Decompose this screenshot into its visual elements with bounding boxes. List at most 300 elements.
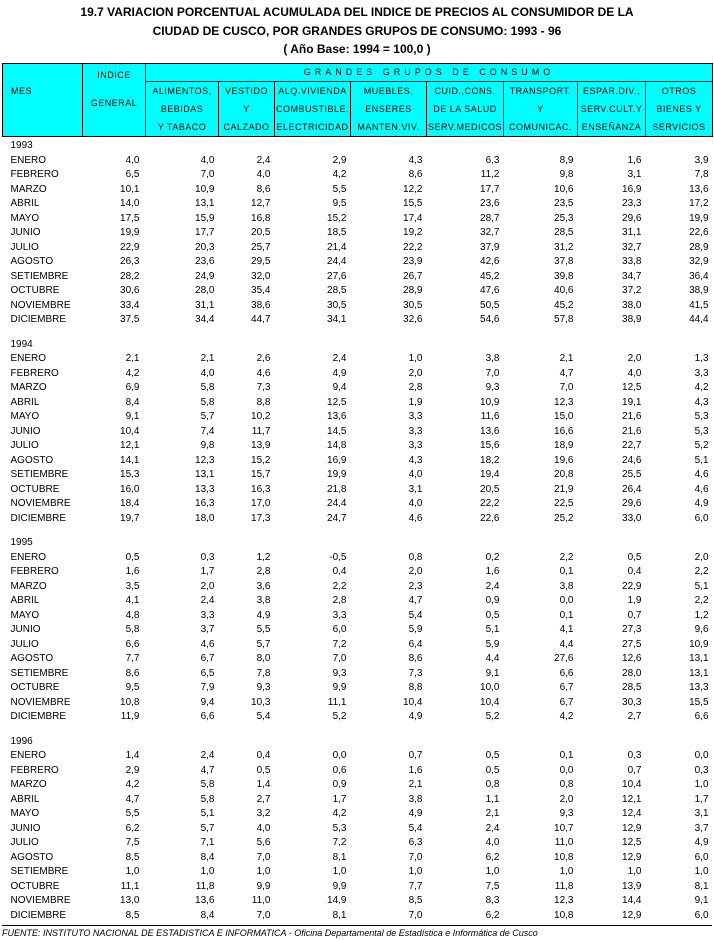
header-group-line: Y (537, 104, 544, 114)
value-cell: 4,9 (408, 808, 423, 819)
value-cell: 3,3 (408, 440, 423, 451)
month-cell: OCTUBRE (10, 483, 60, 495)
value-cell: 0,5 (627, 551, 642, 563)
table-row (3, 652, 713, 667)
table-row (3, 512, 713, 527)
value-cell: 4,6 (408, 512, 423, 524)
table-row (3, 183, 713, 198)
value-cell: 25,3 (554, 212, 574, 224)
value-cell: 23,6 (480, 198, 500, 209)
header-group-line: OTROS (661, 86, 697, 96)
value-cell: 19,2 (403, 227, 423, 238)
value-cell: 4,4 (485, 653, 500, 664)
value-cell: 45,2 (480, 270, 500, 282)
header-group-line: CALZADO (223, 122, 270, 132)
header-grandes-grupos: GRANDES GRUPOS DE CONSUMO (146, 64, 713, 82)
value-cell: 5,1 (694, 454, 709, 466)
value-cell: 4,2 (559, 711, 574, 722)
value-cell: 4,1 (559, 624, 574, 635)
year-label: 1996 (10, 735, 33, 747)
value-cell: 4,7 (200, 764, 215, 776)
value-cell: 7,0 (485, 367, 500, 379)
value-cell: 23,3 (622, 198, 642, 209)
value-cell: 2,0 (559, 793, 574, 805)
value-cell: 25,7 (251, 241, 271, 253)
month-cell: ABRIL (10, 793, 40, 805)
value-cell: 27,6 (554, 653, 574, 664)
month-cell: MARZO (10, 382, 47, 393)
value-cell: 8,5 (408, 895, 423, 906)
header-group-line: MUEBLES, (363, 86, 414, 96)
value-cell: 9,9 (332, 682, 347, 693)
value-cell: 8,3 (485, 895, 500, 906)
value-cell: 6,0 (694, 512, 709, 524)
value-cell: 9,5 (125, 682, 140, 693)
value-cell: 11,9 (120, 711, 140, 722)
value-cell: 10,9 (480, 396, 500, 408)
value-cell: 16,8 (251, 212, 271, 224)
month-cell: ENERO (10, 154, 47, 166)
value-cell: 3,7 (200, 624, 215, 635)
value-cell: 24,6 (622, 454, 642, 466)
table-row (3, 851, 713, 866)
value-cell: 22,5 (554, 498, 574, 509)
value-cell: 2,2 (694, 595, 709, 606)
value-cell: 38,9 (622, 314, 642, 325)
value-cell: 4,6 (256, 367, 271, 379)
value-cell: 5,3 (332, 822, 347, 834)
value-cell: 9,3 (256, 682, 271, 693)
value-cell: 5,2 (694, 440, 709, 451)
value-cell: 3,8 (559, 580, 574, 592)
value-cell: 1,0 (256, 866, 271, 877)
value-cell: 39,8 (554, 270, 574, 282)
year-label: 1993 (10, 140, 33, 151)
table-row (3, 822, 713, 837)
header-group-line: ENSEÑANZA (581, 122, 642, 132)
table-row (3, 865, 713, 880)
value-cell: 6,6 (200, 711, 215, 722)
table-row (3, 396, 713, 411)
value-cell: 8,6 (256, 183, 271, 195)
value-cell: 3,8 (485, 353, 500, 364)
value-cell: 6,5 (125, 169, 140, 180)
table-title-line1: 19.7 VARIACION PORCENTUAL ACUMULADA DEL INDICE DE PRECIOS AL CONSUMIDOR DE LA (80, 5, 634, 19)
value-cell: 5,3 (694, 411, 709, 422)
value-cell: 1,0 (559, 866, 574, 877)
value-cell: 2,4 (485, 822, 500, 834)
value-cell: 12,4 (622, 808, 642, 819)
value-cell: 5,5 (332, 183, 347, 195)
month-cell: JULIO (10, 638, 39, 650)
header-indice-general (83, 64, 146, 137)
value-cell: 6,7 (559, 696, 574, 708)
table-row (3, 439, 713, 454)
value-cell: 4,8 (125, 609, 140, 621)
value-cell: 11,1 (327, 696, 347, 708)
value-cell: 14,0 (120, 198, 140, 209)
value-cell: 3,8 (256, 595, 271, 606)
value-cell: 2,6 (256, 353, 271, 364)
month-cell: AGOSTO (10, 256, 54, 267)
value-cell: 22,2 (480, 498, 500, 509)
value-cell: 9,6 (694, 624, 709, 635)
value-cell: 6,7 (559, 682, 574, 693)
value-cell: 1,0 (485, 866, 500, 877)
value-cell: 18,9 (554, 440, 574, 451)
month-cell: AGOSTO (10, 454, 54, 466)
value-cell: 19,9 (689, 212, 709, 224)
value-cell: 5,4 (408, 609, 423, 621)
value-cell: 7,0 (256, 909, 271, 921)
value-cell: 10,4 (622, 779, 642, 790)
value-cell: 13,3 (195, 483, 215, 495)
value-cell: 11,0 (554, 837, 574, 848)
value-cell: 19,7 (120, 512, 140, 524)
value-cell: 6,9 (125, 382, 140, 393)
value-cell: 5,5 (125, 808, 140, 819)
year-row (3, 137, 713, 154)
month-cell: ABRIL (10, 198, 40, 209)
value-cell: 1,2 (694, 609, 709, 621)
value-cell: 4,0 (125, 154, 140, 166)
value-cell: 4,3 (694, 396, 709, 408)
value-cell: 15,3 (120, 469, 140, 480)
value-cell: 7,2 (332, 837, 347, 848)
value-cell: 1,0 (694, 866, 709, 877)
value-cell: 12,2 (403, 183, 423, 195)
value-cell: 9,1 (125, 411, 140, 422)
value-cell: 33,4 (120, 299, 140, 311)
value-cell: 6,5 (200, 667, 215, 679)
value-cell: 24,4 (327, 498, 347, 509)
header-group-line: BIENES Y (656, 104, 702, 114)
value-cell: 3,9 (694, 154, 709, 166)
month-cell: AGOSTO (10, 653, 54, 664)
value-cell: 13,1 (195, 198, 215, 209)
table-row (3, 667, 713, 682)
month-cell: ENERO (10, 750, 47, 761)
month-cell: OCTUBRE (10, 285, 60, 296)
value-cell: 2,4 (200, 750, 215, 761)
value-cell: 24,4 (327, 256, 347, 267)
month-cell: JULIO (10, 837, 39, 848)
value-cell: 6,0 (694, 909, 709, 921)
value-cell: 0,4 (627, 566, 642, 577)
value-cell: 10,7 (554, 822, 574, 834)
value-cell: 0,5 (485, 609, 500, 621)
value-cell: 3,3 (694, 367, 709, 379)
header-group-5 (504, 82, 578, 137)
value-cell: 24,9 (195, 270, 215, 282)
value-cell: 13,6 (480, 425, 500, 437)
value-cell: 3,1 (408, 483, 423, 495)
year-label: 1995 (10, 537, 33, 548)
month-cell: OCTUBRE (10, 682, 60, 693)
month-cell: JUNIO (10, 425, 41, 437)
value-cell: 6,2 (485, 851, 500, 863)
value-cell: 4,0 (256, 822, 271, 834)
value-cell: 29,5 (251, 256, 271, 267)
value-cell: 7,4 (200, 425, 215, 437)
value-cell: 23,5 (554, 198, 574, 209)
table-row (3, 551, 713, 566)
value-cell: 27,6 (327, 270, 347, 282)
cpi-table (2, 63, 713, 923)
value-cell: 38,0 (622, 299, 642, 311)
value-cell: 20,5 (251, 227, 271, 238)
table-row (3, 270, 713, 285)
value-cell: 4,9 (332, 367, 347, 379)
value-cell: 1,7 (332, 793, 347, 805)
year-row (3, 336, 713, 353)
table-row (3, 594, 713, 609)
value-cell: 4,7 (408, 595, 423, 606)
value-cell: 10,8 (554, 851, 574, 863)
value-cell: 5,8 (200, 793, 215, 805)
value-cell: 6,6 (125, 638, 140, 650)
table-row (3, 313, 713, 328)
value-cell: 7,0 (408, 909, 423, 921)
month-cell: JULIO (10, 440, 39, 451)
value-cell: 42,6 (480, 256, 500, 267)
value-cell: 11,8 (195, 880, 215, 892)
value-cell: 28,0 (622, 667, 642, 679)
value-cell: 4,6 (694, 483, 709, 495)
value-cell: 10,9 (689, 638, 709, 650)
value-cell: 13,9 (251, 440, 271, 451)
value-cell: 9,3 (332, 667, 347, 679)
value-cell: 2,9 (332, 154, 347, 166)
value-cell: 10,8 (120, 696, 140, 708)
value-cell: 17,7 (195, 227, 215, 238)
value-cell: 8,1 (694, 880, 709, 892)
year-gap (3, 328, 713, 336)
value-cell: 6,6 (559, 667, 574, 679)
table-row (3, 681, 713, 696)
value-cell: 2,1 (200, 353, 215, 364)
value-cell: 8,8 (408, 682, 423, 693)
value-cell: 4,9 (256, 609, 271, 621)
value-cell: 5,2 (485, 711, 500, 722)
month-cell: MAYO (10, 411, 40, 422)
value-cell: 4,6 (200, 638, 215, 650)
value-cell: 0,8 (559, 779, 574, 790)
value-cell: 7,0 (332, 653, 347, 664)
table-row (3, 807, 713, 822)
value-cell: 27,5 (622, 638, 642, 650)
value-cell: 3,3 (408, 411, 423, 422)
value-cell: 21,6 (622, 425, 642, 437)
header-group-line: COMBUSTIBLE, (275, 104, 349, 114)
month-cell: ABRIL (10, 595, 40, 606)
value-cell: 8,8 (256, 396, 271, 408)
value-cell: 28,9 (689, 241, 709, 253)
value-cell: 3,3 (408, 425, 423, 437)
value-cell: 16,0 (120, 483, 140, 495)
value-cell: 7,0 (408, 851, 423, 863)
value-cell: 9,5 (332, 198, 347, 209)
value-cell: 17,0 (251, 498, 271, 509)
value-cell: 23,6 (195, 256, 215, 267)
header-group-6 (578, 82, 646, 137)
value-cell: 11,2 (480, 169, 500, 180)
value-cell: 8,0 (256, 653, 271, 664)
value-cell: 0,3 (627, 750, 642, 761)
value-cell: 0,0 (559, 764, 574, 776)
value-cell: 10,2 (251, 411, 271, 422)
value-cell: 44,7 (251, 314, 271, 325)
table-row (3, 381, 713, 396)
value-cell: 20,3 (195, 241, 215, 253)
value-cell: 32,9 (689, 256, 709, 267)
month-cell: SETIEMBRE (10, 866, 69, 877)
value-cell: 5,2 (332, 711, 347, 722)
value-cell: 3,2 (256, 808, 271, 819)
value-cell: 0,0 (332, 750, 347, 761)
value-cell: 2,8 (332, 595, 347, 606)
value-cell: 3,7 (694, 822, 709, 834)
value-cell: 2,0 (408, 566, 423, 577)
header-group-4 (427, 82, 504, 137)
value-cell: 21,8 (327, 483, 347, 495)
table-row (3, 764, 713, 779)
value-cell: 0,0 (694, 750, 709, 761)
month-cell: JUNIO (10, 227, 41, 238)
value-cell: 4,0 (200, 367, 215, 379)
header-group-line: BEBIDAS (160, 104, 204, 114)
value-cell: 1,0 (408, 866, 423, 877)
value-cell: 0,7 (627, 764, 642, 776)
value-cell: 0,8 (408, 551, 423, 563)
value-cell: 8,6 (408, 169, 423, 180)
value-cell: 5,7 (200, 411, 215, 422)
value-cell: 45,2 (554, 299, 574, 311)
value-cell: 32,0 (251, 270, 271, 282)
value-cell: 5,8 (125, 624, 140, 635)
table-header (3, 64, 713, 137)
value-cell: 7,1 (200, 837, 215, 848)
header-group-line: Y TABACO (157, 122, 207, 132)
value-cell: 25,2 (554, 512, 574, 524)
value-cell: 0,9 (332, 779, 347, 790)
value-cell: 7,0 (559, 382, 574, 393)
value-cell: 2,4 (200, 595, 215, 606)
table-subtitle: ( Año Base: 1994 = 100,0 ) (283, 42, 431, 56)
value-cell: 17,5 (120, 212, 140, 224)
value-cell: 30,5 (403, 299, 423, 311)
value-cell: 5,9 (485, 638, 500, 650)
table-row (3, 778, 713, 793)
value-cell: 6,7 (200, 653, 215, 664)
month-cell: MAYO (10, 609, 40, 621)
value-cell: 33,0 (622, 512, 642, 524)
value-cell: 12,5 (622, 837, 642, 848)
value-cell: 37,2 (622, 285, 642, 296)
month-cell: JULIO (10, 241, 39, 253)
value-cell: 0,2 (485, 551, 500, 563)
month-cell: DICIEMBRE (10, 909, 67, 921)
value-cell: 41,5 (689, 299, 709, 311)
value-cell: 2,8 (408, 382, 423, 393)
value-cell: 8,4 (200, 851, 215, 863)
value-cell: 21,4 (327, 241, 347, 253)
value-cell: 0,4 (332, 566, 347, 577)
value-cell: 2,0 (200, 580, 215, 592)
value-cell: 31,1 (622, 227, 642, 238)
value-cell: 12,1 (120, 440, 140, 451)
month-cell: ENERO (10, 353, 47, 364)
value-cell: 10,4 (480, 696, 500, 708)
table-row (3, 483, 713, 498)
month-cell: DICIEMBRE (10, 711, 67, 722)
value-cell: 1,0 (332, 866, 347, 877)
month-cell: NOVIEMBRE (10, 299, 71, 311)
value-cell: 37,8 (554, 256, 574, 267)
header-group-line: ELECTRICIDAD (276, 122, 349, 132)
value-cell: 16,6 (554, 425, 574, 437)
value-cell: 9,1 (485, 667, 500, 679)
value-cell: 12,6 (622, 653, 642, 664)
value-cell: 17,3 (251, 512, 271, 524)
header-group-line: ALQ.VIVIENDA (278, 86, 347, 96)
value-cell: 5,8 (200, 779, 215, 790)
value-cell: 3,3 (332, 609, 347, 621)
value-cell: 0,6 (332, 764, 347, 776)
value-cell: 8,6 (408, 653, 423, 664)
value-cell: 6,6 (694, 711, 709, 722)
header-group-line: SERV.MEDICOS (427, 122, 503, 132)
header-group-0 (146, 82, 219, 137)
value-cell: 21,9 (554, 483, 574, 495)
value-cell: 47,6 (480, 285, 500, 296)
value-cell: 4,9 (694, 837, 709, 848)
value-cell: 15,7 (251, 469, 271, 480)
table-row (3, 410, 713, 425)
value-cell: 35,4 (251, 285, 271, 296)
value-cell: 9,9 (332, 880, 347, 892)
value-cell: 15,5 (689, 696, 709, 708)
value-cell: 19,9 (327, 469, 347, 480)
value-cell: 16,3 (251, 483, 271, 495)
table-row (3, 168, 713, 183)
value-cell: 28,2 (120, 270, 140, 282)
value-cell: 9,1 (694, 895, 709, 906)
value-cell: 3,1 (627, 169, 642, 180)
value-cell: 4,0 (408, 498, 423, 509)
table-row (3, 241, 713, 256)
value-cell: 23,9 (403, 256, 423, 267)
year-row (3, 534, 713, 551)
value-cell: 29,6 (622, 498, 642, 509)
value-cell: 9,9 (256, 880, 271, 892)
value-cell: 4,9 (408, 711, 423, 722)
value-cell: 1,9 (627, 595, 642, 606)
header-group-line: CUID.,CONS. (434, 86, 496, 96)
table-row (3, 580, 713, 595)
value-cell: 30,3 (622, 696, 642, 708)
value-cell: 12,9 (622, 822, 642, 834)
table-row (3, 367, 713, 382)
value-cell: 3,6 (256, 580, 271, 592)
value-cell: 4,0 (200, 154, 215, 166)
value-cell: 1,0 (200, 866, 215, 877)
year-gap (3, 725, 713, 733)
value-cell: 1,2 (256, 551, 271, 563)
value-cell: 12,5 (622, 382, 642, 393)
value-cell: 1,4 (256, 779, 271, 790)
value-cell: 5,8 (200, 396, 215, 408)
